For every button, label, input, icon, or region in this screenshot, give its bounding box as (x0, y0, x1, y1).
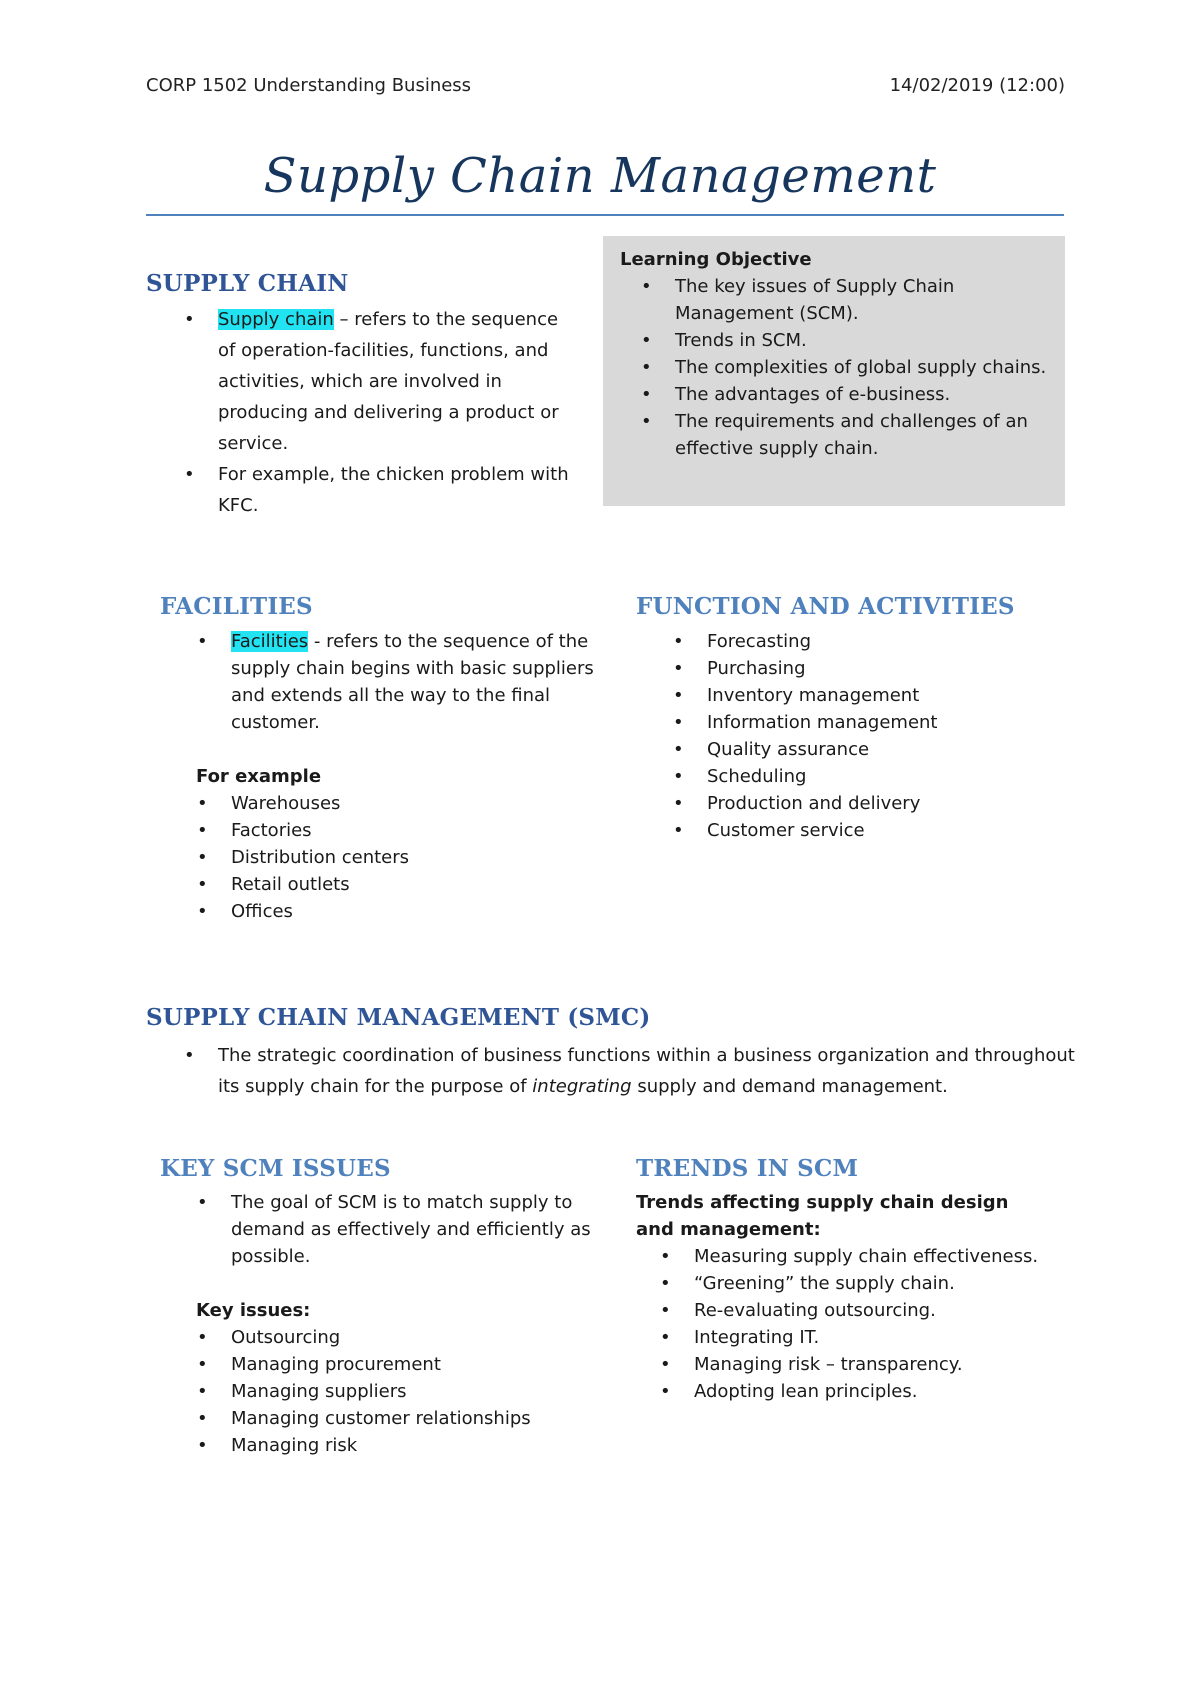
trends-list (622, 1243, 1066, 1405)
list-item: • Quality assurance (635, 736, 1072, 763)
list-item: • Managing suppliers (159, 1378, 606, 1405)
list-item: • The advantages of e-business. (603, 381, 1048, 408)
highlighted-term: Facilities (231, 631, 309, 652)
list-item: • Managing procurement (159, 1351, 606, 1378)
key-issues-goal-list (146, 1189, 606, 1270)
facilities-list (146, 628, 606, 736)
scm-text-end: supply and demand management. (631, 1076, 948, 1097)
list-item: • Outsourcing (159, 1324, 606, 1351)
learning-objective-box (603, 236, 1065, 506)
functions-list (622, 628, 1072, 844)
key-issues-heading: KEY SCM ISSUES (160, 1155, 391, 1182)
list-item: • Retail outlets (159, 871, 606, 898)
course-title: CORP 1502 Understanding Business (146, 75, 472, 96)
list-item: • Integrating IT. (622, 1324, 1066, 1351)
list-item (146, 1040, 1076, 1102)
functions-heading: FUNCTION AND ACTIVITIES (636, 593, 1015, 620)
list-item: • “Greening” the supply chain. (622, 1270, 1066, 1297)
list-item: • Factories (159, 817, 606, 844)
definition-text: - refers to the sequence of the supply chain begins with basic suppliers and extends all the way to the final customer. (231, 631, 594, 733)
trends-subheading: Trends affecting supply chain design and management: (636, 1192, 1009, 1240)
trends-section (636, 1189, 1066, 1405)
scm-section (146, 1040, 1076, 1102)
supply-chain-heading: SUPPLY CHAIN (146, 270, 349, 297)
list-item: • Offices (159, 898, 606, 925)
list-item: • Warehouses (159, 790, 606, 817)
page-title: Supply Chain Management (263, 148, 937, 204)
functions-section (622, 628, 1072, 844)
facilities-section (146, 628, 606, 925)
facilities-heading: FACILITIES (160, 593, 313, 620)
scm-list (146, 1040, 1076, 1102)
supply-chain-list (146, 304, 576, 521)
list-item: • The complexities of global supply chains. (603, 354, 1048, 381)
highlighted-term: Supply chain (218, 309, 334, 330)
scm-emphasis: integrating (532, 1076, 632, 1097)
list-item: • Adopting lean principles. (622, 1378, 1066, 1405)
list-item: • Managing customer relationships (159, 1405, 606, 1432)
facilities-examples-list (146, 790, 606, 925)
trends-heading: TRENDS IN SCM (636, 1155, 859, 1182)
learning-objective-list (603, 273, 1048, 462)
list-item: • The requirements and challenges of an effective supply chain. (603, 408, 1048, 462)
key-issues-list (146, 1324, 606, 1459)
title-underline (146, 214, 1064, 216)
list-item: • Purchasing (635, 655, 1072, 682)
list-item: • Trends in SCM. (603, 327, 1048, 354)
list-item: • For example, the chicken problem with KFC. (146, 459, 576, 521)
examples-heading: For example (196, 766, 322, 787)
list-item: • Managing risk (159, 1432, 606, 1459)
list-item: • Inventory management (635, 682, 1072, 709)
list-item: • Re-evaluating outsourcing. (622, 1297, 1066, 1324)
list-item: • The key issues of Supply Chain Management (SCM). (603, 273, 1048, 327)
list-item (146, 304, 576, 459)
key-issues-subheading: Key issues: (196, 1300, 311, 1321)
definition-text: – refers to the sequence of operation-facilities, functions, and activities, which are involved in producing and delivering a product or service. (218, 309, 559, 454)
list-item: • Forecasting (635, 628, 1072, 655)
list-item: • Scheduling (635, 763, 1072, 790)
scm-text: The strategic coordination of business functions within a business organization and throughout its supply chain for the purpose of (218, 1045, 1075, 1097)
list-item: • Distribution centers (159, 844, 606, 871)
scm-heading: SUPPLY CHAIN MANAGEMENT (SMC) (146, 1004, 651, 1031)
list-item: • Customer service (635, 817, 1072, 844)
list-item: • The goal of SCM is to match supply to demand as effectively and efficiently as possible. (159, 1189, 606, 1270)
learning-objective-heading: Learning Objective (620, 249, 812, 270)
list-item: • Information management (635, 709, 1072, 736)
list-item: • Production and delivery (635, 790, 1072, 817)
supply-chain-section (146, 304, 576, 521)
document-datetime: 14/02/2019 (12:00) (889, 75, 1065, 96)
list-item (159, 628, 606, 736)
list-item: • Managing risk – transparency. (622, 1351, 1066, 1378)
list-item: • Measuring supply chain effectiveness. (622, 1243, 1066, 1270)
key-issues-section (146, 1189, 606, 1459)
